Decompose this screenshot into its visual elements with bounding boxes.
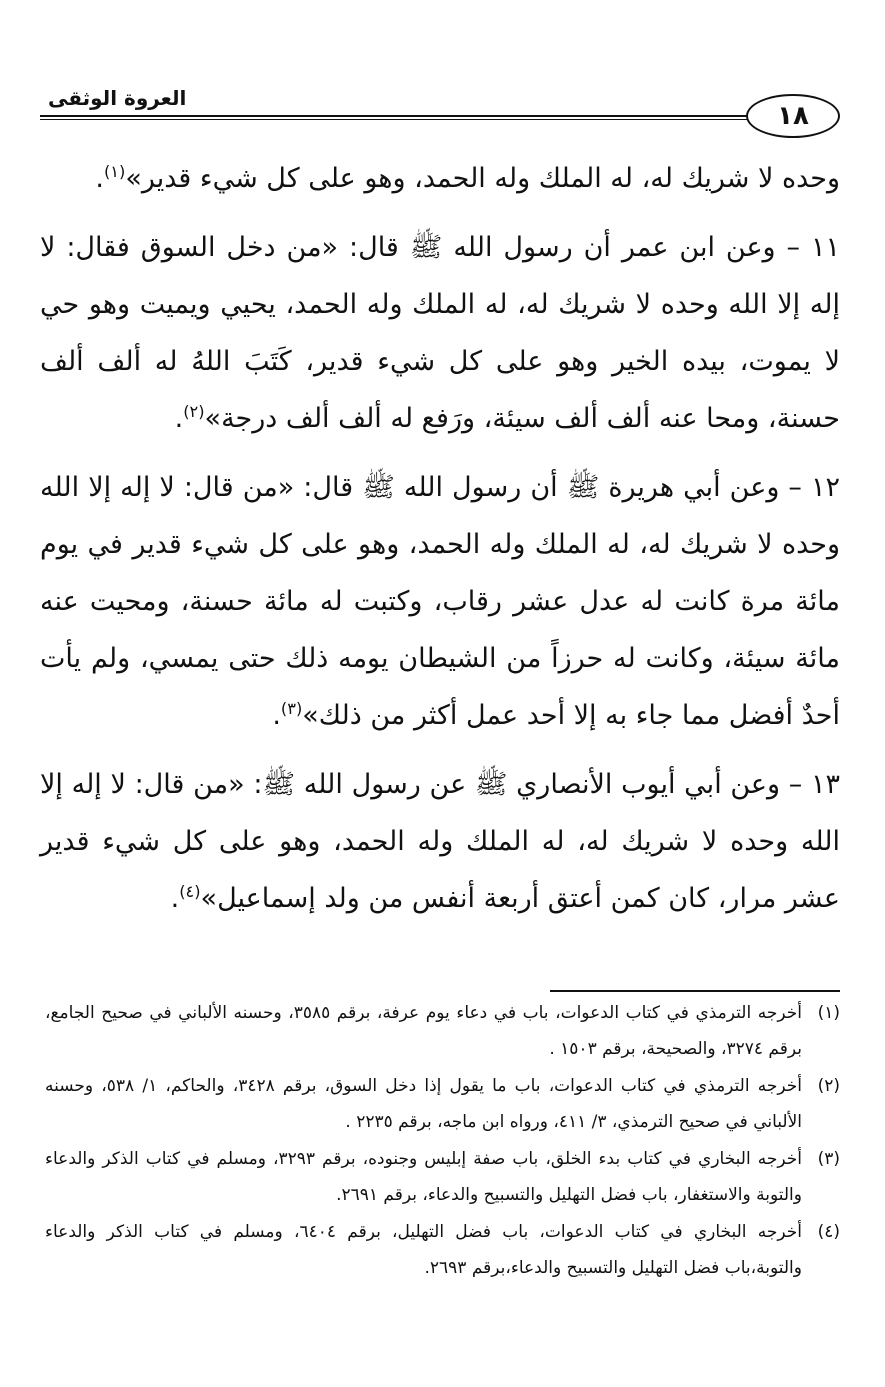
hadith-13 — [40, 756, 840, 927]
footnote-text: أخرجه البخاري في كتاب الدعوات، باب فضل التهليل، برقم ٦٤٠٤، ومسلم في كتاب الذكر والدعاء والتوبة،باب فضل التهليل والتسبيح والدعاء،برقم ٢٦٩٣. — [45, 1222, 802, 1278]
footnote-text: أخرجه البخاري في كتاب بدء الخلق، باب صفة إبليس وجنوده، برقم ٣٢٩٣، ومسلم في كتاب الذكر والدعاء والتوبة والاستغفار، باب فضل التهليل والتسبيح والدعاء، برقم ٢٦٩١. — [45, 1149, 802, 1205]
footnote-number: (٤) — [817, 1222, 840, 1242]
footnote-item — [45, 995, 840, 1067]
footnote-item — [45, 1068, 840, 1140]
footnote-ref: (٤) — [179, 882, 201, 901]
paragraph-text: ١٣ – وعن أبي أيوب الأنصاري ﷺ عن رسول الله ﷺ: «من قال: لا إله إلا الله وحده لا شريك له، له الملك وله الحمد، وهو على كل شيء قدير عشر مرار، كان كمن أعتق أربعة أنفس من ولد إسماعيل» — [40, 769, 840, 914]
footnote-number: (٢) — [817, 1076, 840, 1096]
main-text — [40, 150, 840, 939]
hadith-11 — [40, 219, 840, 447]
footnote-text: أخرجه الترمذي في كتاب الدعوات، باب ما يقول إذا دخل السوق، برقم ٣٤٢٨، والحاكم، ١/ ٥٣٨، وحسنه الألباني في صحيح الترمذي، ٣/ ٤١١، ورواه ابن ماجه، برقم ٢٢٣٥ . — [45, 1076, 802, 1132]
header-rule — [40, 115, 748, 120]
paragraph-tail: . — [95, 163, 104, 194]
footnote-separator — [550, 990, 840, 992]
paragraph-text: وحده لا شريك له، له الملك وله الحمد، وهو على كل شيء قدير» — [125, 163, 840, 194]
paragraph-tail: . — [174, 403, 184, 434]
paragraph-tail: . — [170, 883, 180, 914]
paragraph-tail: . — [272, 700, 281, 731]
paragraph-continuation — [40, 150, 840, 207]
paragraph-text: ١١ – وعن ابن عمر أن رسول الله ﷺ قال: «من دخل السوق فقال: لا إله إلا الله وحده لا شريك له، له الملك وله الحمد، يحيي ويميت وهو حي لا يموت، بيده الخير وهو على كل شيء قدير، كَتَبَ اللهُ له ألف ألف حسنة، ومحا عنه ألف ألف سيئة، ورَفع له ألف ألف درجة» — [40, 232, 840, 434]
footnotes — [45, 995, 840, 1287]
page-number: ١٨ — [746, 94, 840, 138]
footnote-item — [45, 1141, 840, 1213]
paragraph-text: ١٢ – وعن أبي هريرة ﷺ أن رسول الله ﷺ قال: «من قال: لا إله إلا الله وحده لا شريك له، له الملك وله الحمد، وهو على كل شيء قدير في يوم مائة مرة كانت له عدل عشر رقاب، وكتبت له مائة حسنة، ومحيت عنه مائة سيئة، وكانت له حرزاً من الشيطان يومه ذلك حتى يمسي، ولم يأت أحدٌ أفضل مما جاء به إلا أحد عمل أكثر من ذلك» — [40, 472, 840, 731]
footnote-ref: (٢) — [183, 402, 205, 421]
footnote-text: أخرجه الترمذي في كتاب الدعوات، باب في دعاء يوم عرفة، برقم ٣٥٨٥، وحسنه الألباني في صحيح الجامع، برقم ٣٢٧٤، والصحيحة، برقم ١٥٠٣ . — [45, 1003, 802, 1059]
footnote-number: (١) — [817, 1003, 840, 1023]
footnote-ref: (١) — [103, 162, 126, 181]
running-title: العروة الوثقى — [48, 86, 187, 110]
footnote-item — [45, 1214, 840, 1286]
hadith-12 — [40, 459, 840, 744]
footnote-number: (٣) — [817, 1149, 840, 1169]
page-header — [40, 82, 840, 142]
footnote-ref: (٣) — [280, 699, 303, 718]
